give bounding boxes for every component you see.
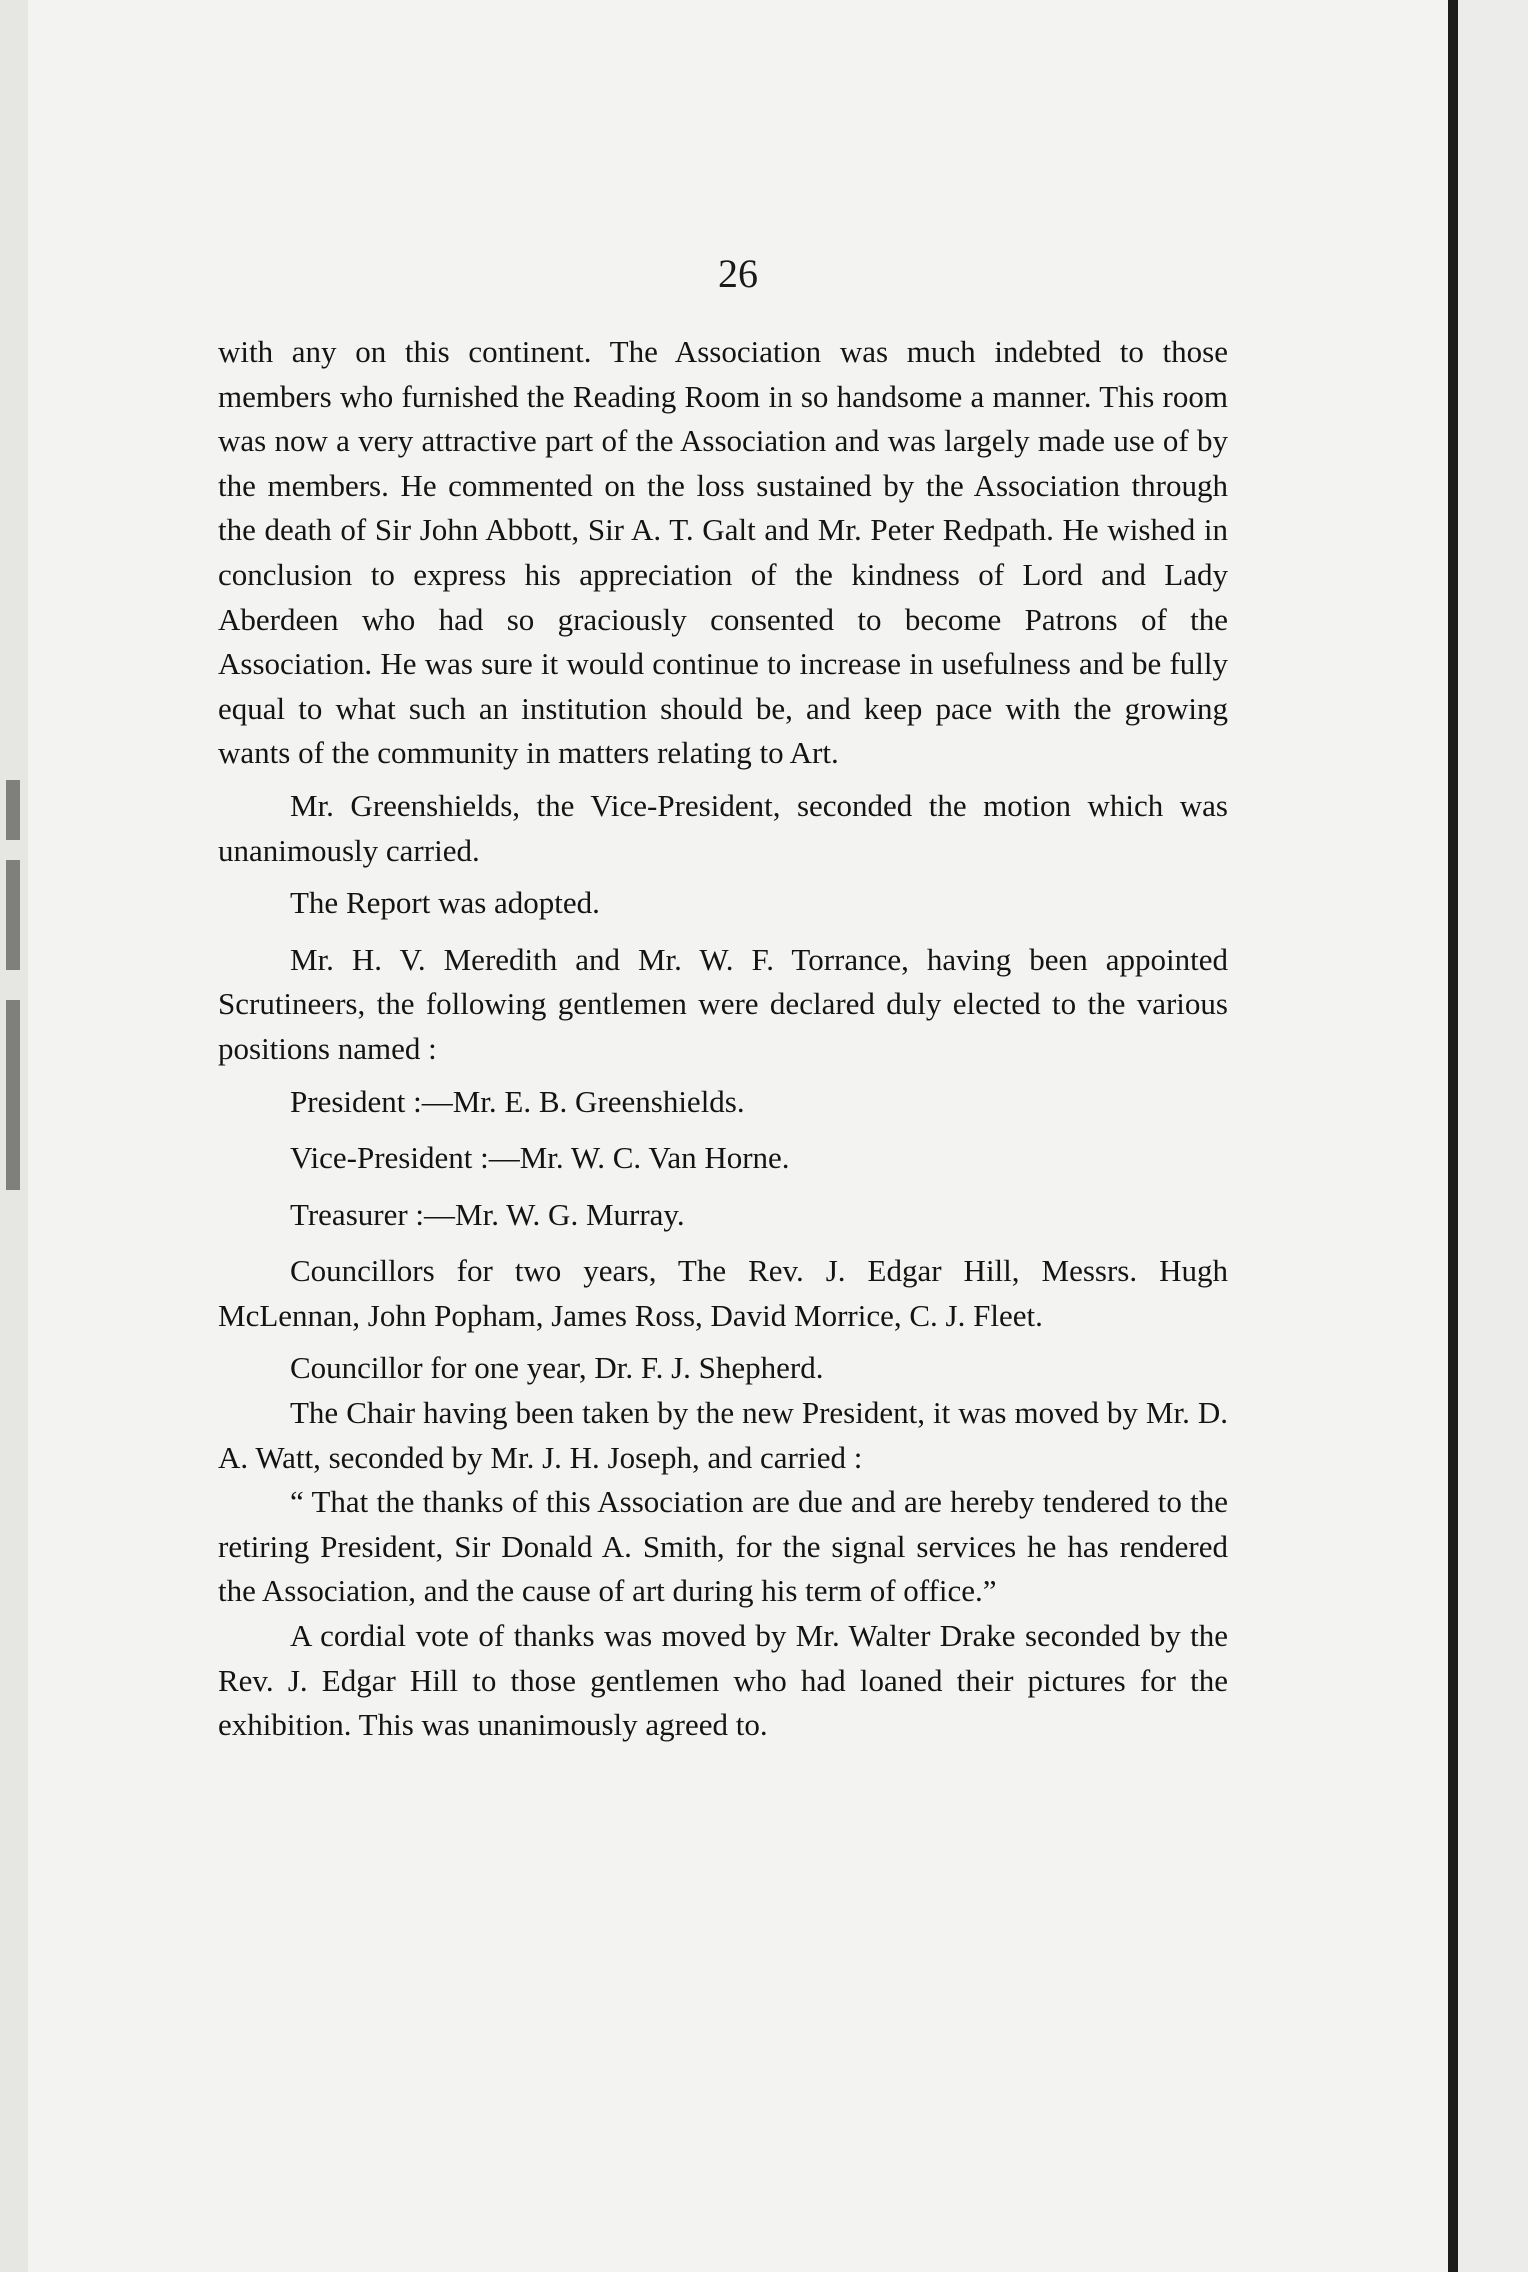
facing-page-edge [1458, 0, 1528, 2272]
bleed-through-mark [6, 1000, 20, 1190]
paragraph-scrutineers: Mr. H. V. Meredith and Mr. W. F. Torrance, having been appointed Scrutineers, the following gentlemen were declared duly elected to the various positions named : [218, 941, 1228, 1066]
bleed-through-mark [6, 780, 20, 840]
left-page-edge [0, 0, 28, 2272]
officer-treasurer: Treasurer :—Mr. W. G. Murray. [290, 1196, 685, 1232]
bleed-through-mark [6, 860, 20, 970]
paragraph-seconded: Mr. Greenshields, the Vice-President, seconded the motion which was unanimously carried. [218, 787, 1228, 868]
body-text [218, 330, 1228, 1748]
paragraph-report-adopted: The Report was adopted. [290, 885, 600, 921]
paragraph-reading-room: with any on this continent. The Association was much indebted to those members who furnished the Reading Room in so handsome a manner. This room was now a very attractive part of the Association and was largely made use of by the members. He commented on the loss sustained by the Association through the death of Sir John Abbott, Sir A. T. Galt and Mr. Peter Redpath. He wished in conclusion to express his appreciation of the kindness of Lord and Lady Aberdeen who had so graciously consented to become Patrons of the Association. He was sure it would continue to increase in usefulness and be fully equal to what such an institution should be, and keep pace with the growing wants of the community in matters relating to Art. [218, 334, 1228, 771]
book-page [28, 0, 1448, 2272]
officer-president: President :—Mr. E. B. Greenshields. [290, 1083, 745, 1119]
page-gutter-shadow [1448, 0, 1458, 2272]
paragraph-councillor-one-year: Councillor for one year, Dr. F. J. Shepherd. [290, 1350, 824, 1386]
paragraph-councillors-two-years: Councillors for two years, The Rev. J. Edgar Hill, Messrs. Hugh McLennan, John Popham, James Ross, David Morrice, C. J. Fleet. [218, 1253, 1228, 1333]
paragraph-resolution-quote: “ That the thanks of this Association are due and are hereby tendered to the retiring President, Sir Donald A. Smith, for the signal services he has rendered the Association, and the cause of art during his term of office.” [218, 1484, 1228, 1609]
page-number: 26 [718, 251, 758, 296]
officer-vice-president: Vice-President :—Mr. W. C. Van Horne. [290, 1140, 790, 1176]
paragraph-new-president: The Chair having been taken by the new President, it was moved by Mr. D. A. Watt, seconded by Mr. J. H. Joseph, and carried : [218, 1395, 1228, 1475]
paragraph-vote-of-thanks: A cordial vote of thanks was moved by Mr. Walter Drake seconded by the Rev. J. Edgar Hill to those gentlemen who had loaned their pictures for the exhibition. This was unanimously agreed to. [218, 1618, 1228, 1743]
